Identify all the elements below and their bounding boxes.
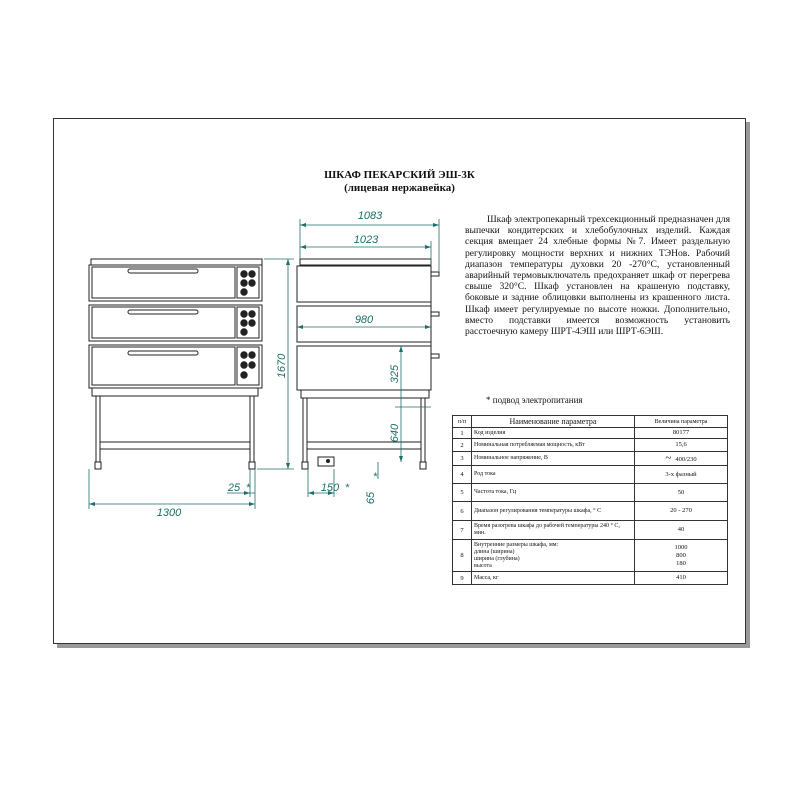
row-name-line: высота bbox=[474, 562, 492, 569]
dim-640: 640 bbox=[389, 423, 401, 443]
dim-980: 980 bbox=[354, 314, 374, 326]
row-name-line: ширина (глубина) bbox=[474, 555, 520, 562]
table-row bbox=[453, 521, 728, 540]
row-name bbox=[472, 540, 635, 572]
table-row bbox=[453, 572, 728, 585]
row-name: Род тока bbox=[472, 466, 635, 484]
row-value bbox=[635, 540, 728, 572]
row-name: Время разогрева шкафа до рабочей температуры 240 ° С, мин. bbox=[472, 521, 635, 540]
side-view bbox=[297, 259, 439, 469]
table-row bbox=[453, 484, 728, 502]
row-value: 3-х фазный bbox=[635, 466, 728, 484]
row-num: 6 bbox=[453, 502, 472, 521]
row-name: Диапазон регулирования температуры шкафа, ° С bbox=[472, 502, 635, 521]
parameters-table bbox=[452, 415, 728, 585]
row-name: Масса, кг bbox=[472, 572, 635, 585]
row-value: 410 bbox=[635, 572, 728, 585]
row-value-text: 400/230 bbox=[675, 455, 697, 463]
table-row bbox=[453, 466, 728, 484]
row-num: 5 bbox=[453, 484, 472, 502]
row-value: 15,6 bbox=[635, 439, 728, 452]
ac-wave-icon: ~ bbox=[665, 451, 672, 464]
dim-25: 25 bbox=[227, 482, 241, 494]
drawing-sheet bbox=[53, 118, 746, 644]
table-row bbox=[453, 452, 728, 466]
row-num: 8 bbox=[453, 540, 472, 572]
row-value: 40 bbox=[635, 521, 728, 540]
row-name: Номинальная потребляемая мощность, кВт bbox=[472, 439, 635, 452]
table-header-row bbox=[453, 416, 728, 428]
row-name: Частота тока, Гц bbox=[472, 484, 635, 502]
row-value-line: 180 bbox=[676, 559, 686, 567]
drawing-title: ШКАФ ПЕКАРСКИЙ ЭШ-3К bbox=[324, 169, 475, 181]
dim-25-star: * bbox=[245, 482, 251, 494]
dim-150-star: * bbox=[344, 482, 350, 494]
row-value: 80177 bbox=[635, 428, 728, 439]
row-num: 3 bbox=[453, 452, 472, 466]
table-header-name: Наименование параметра bbox=[472, 416, 635, 428]
dim-1023: 1023 bbox=[353, 234, 379, 246]
row-num: 1 bbox=[453, 428, 472, 439]
dim-65: 65 bbox=[365, 491, 377, 505]
row-value-line: 1000 bbox=[674, 543, 688, 551]
row-name: Код изделия bbox=[472, 428, 635, 439]
dim-150: 150 bbox=[320, 482, 340, 494]
dim-325: 325 bbox=[389, 364, 401, 384]
table-header-num: п/п bbox=[453, 416, 472, 428]
table-header-value: Величина параметра bbox=[635, 416, 728, 428]
row-num: 2 bbox=[453, 439, 472, 452]
dim-1083: 1083 bbox=[357, 210, 383, 222]
dim-1300: 1300 bbox=[156, 507, 182, 519]
product-description: Шкаф электропекарный трехсекционный предназначен для выпечки кондитерских и хлебобулочных изделий. Каждая секция вмещает 24 хлебные формы №7. Имеет раздельную регулировку мощности верхних и нижних ТЭНов. Рабочий диапазон температуры духовки 20 -270°C, установленный аварийный термовыключатель предохраняет шкаф от перегрева свыше 320°C. Шкаф установлен на крашеную подставку, боковые и задние облицовки выполнены из крашенного листа. Шкаф имеет регулируемые по высоте ножки. Дополнительно, вместо подставки имеется возможность установить расстоечную камеру ШРТ-4ЭШ или ШРТ-6ЭШ. bbox=[465, 214, 730, 338]
power-supply-note: * подвод электропитания bbox=[486, 395, 583, 405]
table-row bbox=[453, 540, 728, 572]
row-value: 50 bbox=[635, 484, 728, 502]
row-name-line: длина (ширина) bbox=[474, 548, 515, 555]
row-value bbox=[635, 452, 728, 466]
row-name-line: Внутренние размеры шкафа, мм: bbox=[474, 541, 559, 548]
front-view bbox=[89, 259, 262, 469]
dim-65-star: * bbox=[372, 471, 378, 483]
row-value: 20 - 270 bbox=[635, 502, 728, 521]
table-row bbox=[453, 502, 728, 521]
row-name: Номинальное напряжение, В bbox=[472, 452, 635, 466]
row-value-line: 800 bbox=[676, 551, 686, 559]
row-num: 4 bbox=[453, 466, 472, 484]
table-row bbox=[453, 428, 728, 439]
table-row bbox=[453, 439, 728, 452]
row-num: 9 bbox=[453, 572, 472, 585]
drawing-subtitle: (лицевая нержавейка) bbox=[344, 182, 455, 194]
dim-1670: 1670 bbox=[276, 353, 288, 379]
row-num: 7 bbox=[453, 521, 472, 540]
